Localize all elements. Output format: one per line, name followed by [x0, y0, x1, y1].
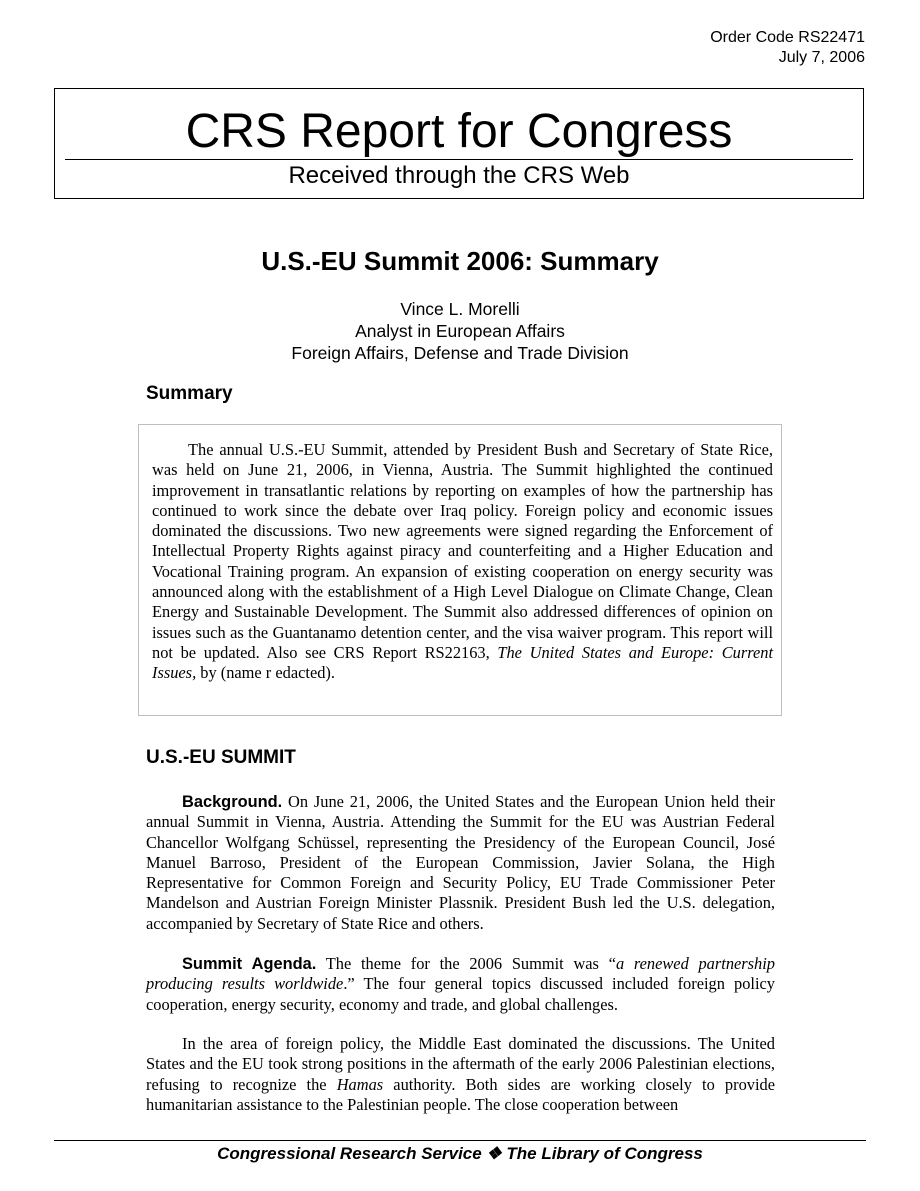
summary-text: [152, 440, 773, 684]
summary-report-title: The United States and Europe: Current Issues,: [152, 642, 773, 683]
summary-text-part-2: by (name r edacted).: [196, 663, 335, 683]
author-name: Vince L. Morelli: [400, 299, 520, 319]
agenda-run-heading: Summit Agenda.: [182, 955, 317, 973]
header-divider: [65, 159, 853, 160]
report-header-subtitle: Received through the CRS Web: [288, 162, 630, 189]
report-header-box: [54, 88, 864, 199]
hamas-term: Hamas: [336, 1074, 384, 1094]
background-text: On June 21, 2006, the United States and the European Union held their annual Summit in Vienna, Austria. Attending the Summit for the EU was Austrian Federal Chancellor Wolfgang Schüssel, representing the Presidency of the European Council, José Manuel Barroso, President of the European Commission, Javier Solana, the High Representative for Common Foreign and Security Policy, EU Trade Commissioner Peter Mandelson and Austrian Foreign Minister Plassnik. President Bush led the U.S. delegation, accompanied by Secretary of State Rice and others.: [146, 792, 775, 933]
document-title: U.S.-EU Summit 2006: Summary: [261, 246, 659, 276]
report-header-title: CRS Report for Congress: [185, 105, 733, 158]
summary-text-part-1: The annual U.S.-EU Summit, attended by President Bush and Secretary of State Rice, was held on June 21, 2006, in Vienna, Austria. The Summit highlighted the continued improvement in transatlantic relations by reporting on examples of how the partnership has continued to work since the debate over Iraq policy. Foreign policy and economic issues dominated the discussions. Two new agreements were signed regarding the Enforcement of Intellectual Property Rights against piracy and counterfeiting and a Higher Education and Vocational Training program. An expansion of existing cooperation on energy security was announced along with the establishment of a High Level Dialogue on Climate Change, Clean Energy and Sustainable Development. The Summit also addressed differences of opinion on issues such as the Guantanamo detention center, and the visa waiver program. This report will not be updated. Also see CRS Report RS22163,: [152, 440, 773, 662]
agenda-paragraph: [146, 954, 775, 1015]
foreign-policy-paragraph: [146, 1034, 775, 1115]
summary-box: [138, 424, 782, 716]
background-paragraph: [146, 792, 775, 934]
agenda-text-part-1: The theme for the 2006 Summit was “: [316, 954, 616, 973]
author-division: Foreign Affairs, Defense and Trade Division: [291, 343, 629, 363]
summary-heading: Summary: [146, 383, 233, 404]
order-date: July 7, 2006: [778, 49, 865, 66]
foreign-text-part-2: authority. Both sides are working closely to provide humanitarian assistance to the Palestinian people. The close cooperation between: [146, 1074, 775, 1114]
section-heading: U.S.-EU SUMMIT: [146, 747, 296, 768]
order-code: Order Code RS22471: [710, 29, 865, 46]
background-run-heading: Background.: [182, 793, 283, 811]
agenda-text-part-2: .” The four general topics discussed included foreign policy cooperation, energy security, economy and trade, and global challenges.: [146, 974, 775, 1014]
author-block: [0, 298, 920, 364]
foreign-text-part-1: In the area of foreign policy, the Middle East dominated the discussions. The United States and the EU took strong positions in the aftermath of the early 2006 Palestinian elections, refusing to recognize the: [146, 1034, 775, 1094]
author-role: Analyst in European Affairs: [355, 321, 565, 341]
footer-text: Congressional Research Service ❖ The Library of Congress: [217, 1144, 703, 1163]
agenda-theme: a renewed partnership producing results worldwide: [146, 954, 775, 994]
footer-divider: [54, 1140, 866, 1141]
order-info: [710, 28, 865, 68]
